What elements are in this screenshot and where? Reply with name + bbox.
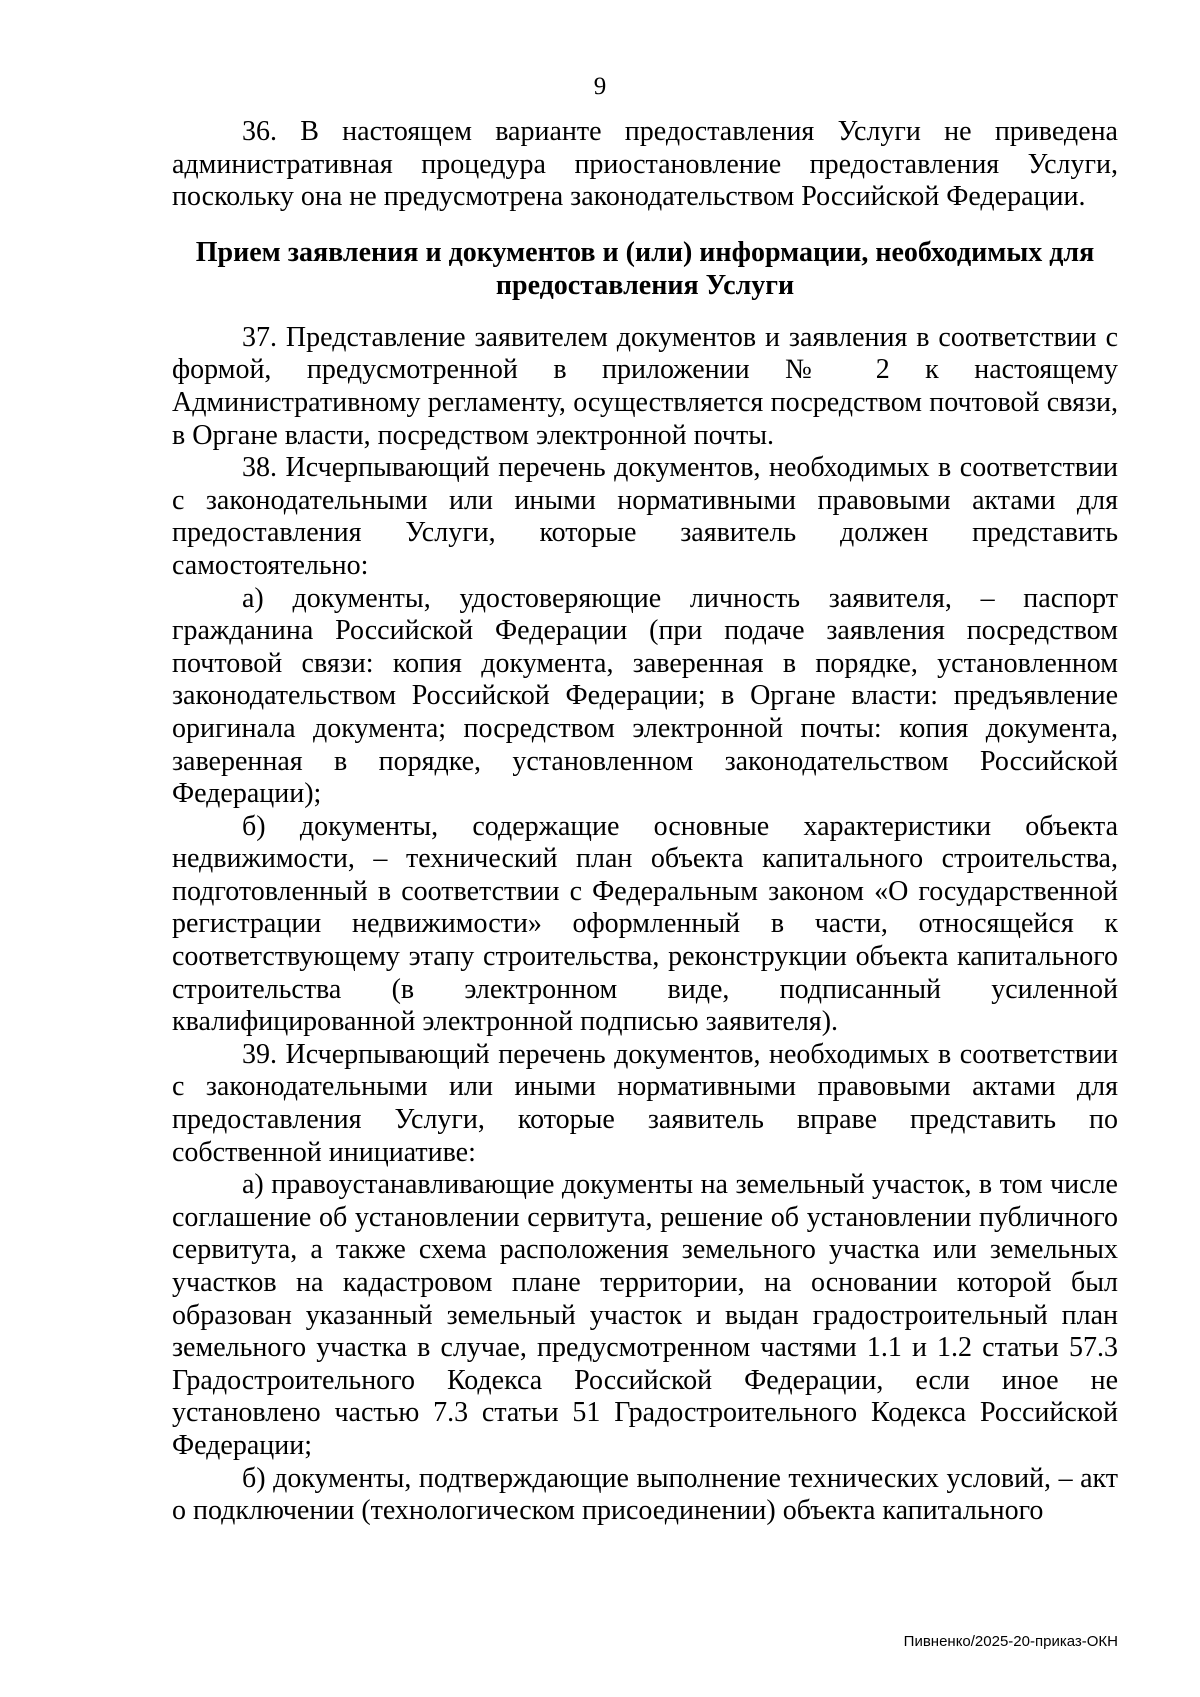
paragraph-39-item-a: а) правоустанавливающие документы на земельный участок, в том числе соглашение об установлении сервитута, решение об установлении публичного сервитута, а также схема расположения земельного участка или земельных участков на кадастровом плане территории, на основании которой был образован указанный земельный участок и выдан градостроительный план земельного участка в случае, предусмотренном частями 1.1 и 1.2 статьи 57.3 Градостроительного Кодекса Российской Федерации, если иное не установлено частью 7.3 статьи 51 Градостроительного Кодекса Российской Федерации; [172,1169,1118,1461]
section-heading-line-2: предоставления Услуги [495,269,795,301]
paragraph-39-item-b: б) документы, подтверждающие выполнение технических условий, – акт о подключении (технологическом присоединении) объекта капитального [172,1462,1118,1527]
paragraph-38-item-b: б) документы, содержащие основные характеристики объекта недвижимости, – технический план объекта капитального строительства, подготовленный в соответствии с Федеральным законом «О государственной регистрации недвижимости» оформленный в части, относящейся к соответствующему этапу строительства, реконструкции объекта капитального строительства (в электронном виде, подписанный усиленной квалифицированной электронной подписью заявителя). [172,810,1118,1038]
paragraph-36: 36. В настоящем варианте предоставления Услуги не приведена административная процедура приостановление предоставления Услуги, поскольку она не предусмотрена законодательством Российской Федерации. [172,116,1118,213]
paragraph-38-item-a: а) документы, удостоверяющие личность заявителя, – паспорт гражданина Российской Федерации (при подаче заявления посредством почтовой связи: копия документа, заверенная в порядке, установленном законодательством Российской Федерации; в Органе власти: предъявление оригинала документа; посредством электронной почты: копия документа, заверенная в порядке, установленном законодательством Российской Федерации); [172,582,1118,810]
section-heading [172,236,1118,302]
paragraph-39: 39. Исчерпывающий перечень документов, необходимых в соответствии с законодательными или иными нормативными правовыми актами для предоставления Услуги, которые заявитель вправе представить по собственной инициативе: [172,1038,1118,1168]
document-code: Пивненко/2025-20-приказ-ОКН [903,1633,1118,1650]
paragraph-37: 37. Представление заявителем документов и заявления в соответствии с формой, предусмотренной в приложении № 2 к настоящему Административному регламенту, осуществляется посредством почтовой связи, в Органе власти, посредством электронной почты. [172,321,1118,451]
section-heading-line-1: Прием заявления и документов и (или) информации, необходимых для [195,236,1095,268]
page-number: 9 [593,73,607,100]
paragraph-38: 38. Исчерпывающий перечень документов, необходимых в соответствии с законодательными или иными нормативными правовыми актами для предоставления Услуги, которые заявитель должен представить самостоятельно: [172,452,1118,581]
document-body [172,116,1118,1528]
